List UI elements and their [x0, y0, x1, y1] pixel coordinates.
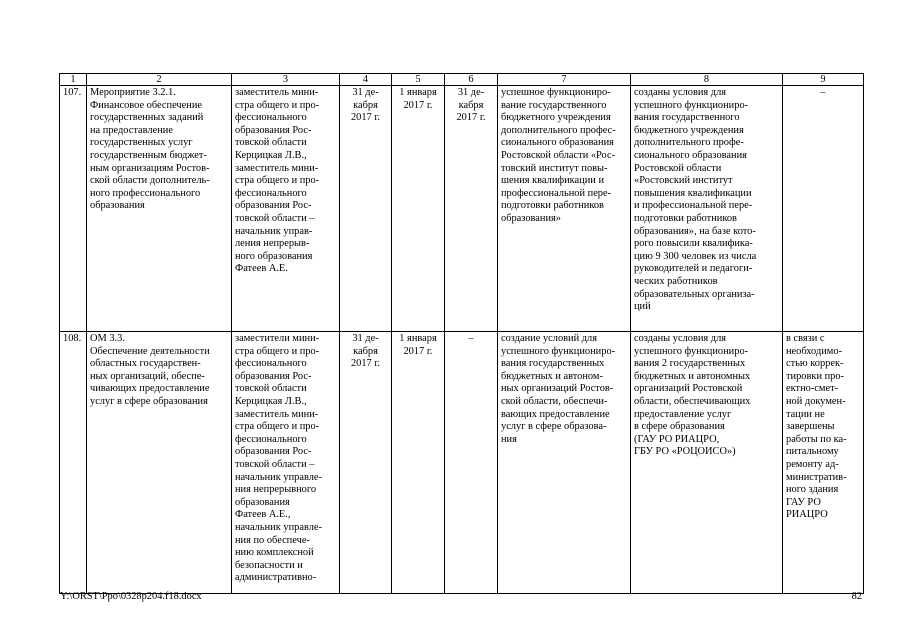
column-header: 6 — [445, 74, 498, 86]
note-cell: в связи с необходимо- стью коррек- тировки про- ектно-смет- ной докумен- тации не завершены работы по ка- питальному ремонту ад- министратив- ного здания ГАУ РО РИАЦРО — [783, 332, 864, 594]
report-table — [59, 73, 864, 594]
row-number: 107. — [60, 86, 87, 332]
responsible-cell: заместитель мини- стра общего и про- фессионального образования Рос- товской области Керцицкая Л.В., заместитель мини- стра общего и про- фессионального образования Рос- товской области – начальник управ- ления непрерыв- ного образования Фатеев А.Е. — [232, 86, 340, 332]
table-row — [60, 332, 864, 594]
end-date-cell: – — [445, 332, 498, 594]
column-header: 7 — [498, 74, 631, 86]
event-cell: ОМ 3.3. Обеспечение деятельности областных государствен- ных организаций, обеспе- чивающих предоставление услуг в сфере образования — [87, 332, 232, 594]
actual-result-cell: созданы условия для успешного функциониро- вания 2 государственных бюджетных и автономных организаций Ростовской области, обеспечивающих предоставление услуг в сфере образования (ГАУ РО РИАЦРО, ГБУ РО «РОЦОИСО») — [631, 332, 783, 594]
column-header: 8 — [631, 74, 783, 86]
note-cell: – — [783, 86, 864, 332]
column-header: 5 — [392, 74, 445, 86]
responsible-cell: заместители мини- стра общего и про- фессионального образования Рос- товской области Керцицкая Л.В., заместитель мини- стра общего и про- фессионального образования Рос- товской области – начальник управле- ния непрерывного образования Фатеев А.Е., начальник управле- ния по обеспече- нию комплексной безопасности и административно- — [232, 332, 340, 594]
column-header: 3 — [232, 74, 340, 86]
file-path: Y:\ORST\Ppo\0328p204.f18.docx — [60, 591, 202, 602]
header-row — [60, 74, 864, 86]
plan-date-cell: 31 де- кабря 2017 г. — [340, 86, 392, 332]
expected-result-cell: успешное функциониро- вание государственного бюджетного учреждения дополнительного профес- сионального образования Ростовской области «Рос- товский институт повы- шения квалификации и профессиональной пере- подготовки работников образования» — [498, 86, 631, 332]
event-cell: Мероприятие 3.2.1. Финансовое обеспечение государственных заданий на предоставление государственных услуг государственным бюджет- ным организациям Ростов- ской области дополнитель- ного профессионального образования — [87, 86, 232, 332]
column-header: 2 — [87, 74, 232, 86]
end-date-cell: 31 де- кабря 2017 г. — [445, 86, 498, 332]
column-header: 1 — [60, 74, 87, 86]
table-row — [60, 86, 864, 332]
column-header: 9 — [783, 74, 864, 86]
actual-result-cell: созданы условия для успешного функциониро- вания государственного бюджетного учреждения дополнительного профе- сионального образования Ростовской области «Ростовский институт повышения квалификации и профессиональной пере- подготовки работников образования», на базе кото- рого повысили квалифика- цию 9 300 человек из числа руководителей и педагоги- ческих работников образовательных организа- ций — [631, 86, 783, 332]
plan-date-cell: 31 де- кабря 2017 г. — [340, 332, 392, 594]
expected-result-cell: создание условий для успешного функциониро- вания государственных бюджетных и автоном- ных организаций Ростов- ской области, обеспечи- вающих предоставление услуг в сфере образова- ния — [498, 332, 631, 594]
row-number: 108. — [60, 332, 87, 594]
start-date-cell: 1 января 2017 г. — [392, 86, 445, 332]
column-header: 4 — [340, 74, 392, 86]
page-number: 82 — [851, 591, 862, 602]
start-date-cell: 1 января 2017 г. — [392, 332, 445, 594]
